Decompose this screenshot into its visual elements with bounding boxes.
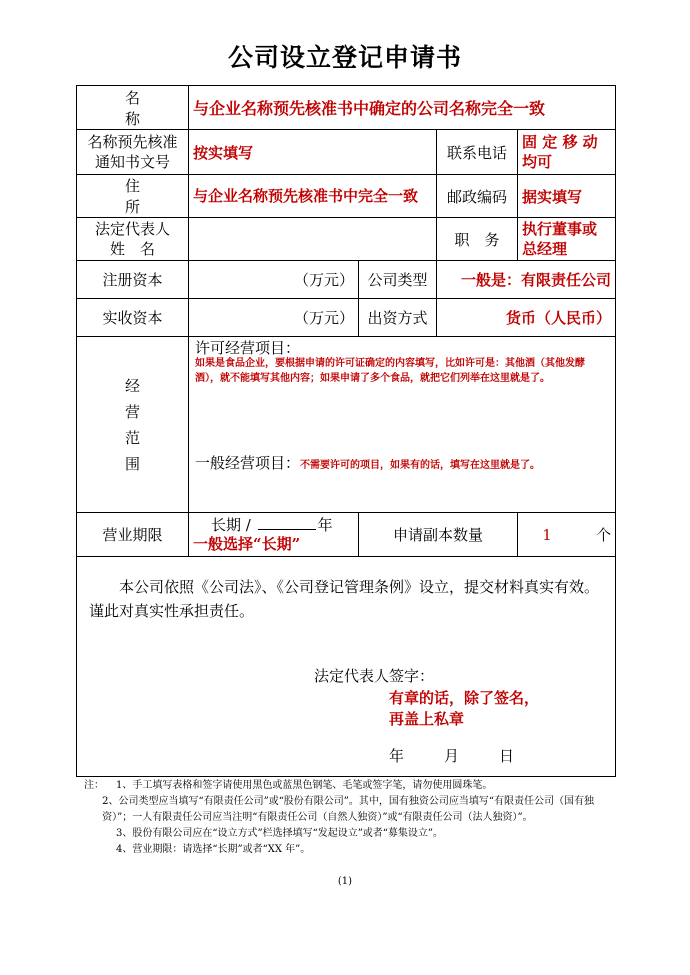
- scope-label: [77, 337, 189, 513]
- method-label: 出资方式: [359, 299, 437, 337]
- page-number: (1): [337, 876, 353, 887]
- row-term: [77, 513, 616, 557]
- term-hint: 一般选择“长期”: [193, 534, 301, 553]
- address-label: 住 所: [77, 175, 189, 218]
- capital-label: 注册资本: [77, 261, 189, 299]
- postal-label: 邮政编码: [437, 175, 518, 218]
- general-label: 一般经营项目：: [195, 454, 301, 472]
- name-label: 名 称: [77, 86, 189, 130]
- row-name: [77, 86, 616, 130]
- term-year-blank[interactable]: [258, 529, 316, 530]
- notice-value[interactable]: 按实填写: [189, 130, 437, 175]
- row-notice: [77, 130, 616, 175]
- type-value[interactable]: 一般是：有限责任公司: [437, 261, 616, 299]
- row-scope: [77, 337, 616, 513]
- rep-label: [77, 218, 189, 261]
- term-label: 营业期限: [77, 513, 189, 557]
- date-year: 年: [389, 747, 405, 765]
- paid-unit[interactable]: （万元）: [189, 299, 359, 337]
- declaration-cell: [77, 557, 616, 777]
- note-3-text: 3、股份有限公司应在“设立方式”栏选择填写“发起设立”或者“募集设立”。: [116, 828, 444, 839]
- date-line[interactable]: [389, 745, 514, 766]
- row-address: [77, 175, 616, 218]
- note-3: [84, 826, 624, 842]
- scope-char-4: 围: [124, 454, 140, 473]
- term-year-suffix: 年: [317, 515, 333, 534]
- general-line: [195, 456, 609, 473]
- paid-label: 实收资本: [77, 299, 189, 337]
- note-2: [84, 794, 624, 826]
- method-value[interactable]: 货币（人民币）: [437, 299, 616, 337]
- page-title: 公司设立登记申请书: [227, 43, 462, 72]
- licensed-note: 如果是食品企业，要根据申请的许可证确定的内容填写，比如许可是：其他酒（其他发酵酒），就不能填写其他内容；如果申请了多个食品，就把它们列举在这里就是了。: [195, 358, 585, 384]
- term-long: 长期 /: [211, 515, 251, 534]
- application-form: [76, 85, 616, 777]
- capital-unit[interactable]: （万元）: [189, 261, 359, 299]
- term-value[interactable]: [189, 513, 359, 557]
- scope-value[interactable]: [189, 337, 616, 513]
- row-declaration: [77, 557, 616, 777]
- row-rep: [77, 218, 616, 261]
- notice-label-line1: 名称预先核准: [87, 133, 178, 151]
- note-2-text: 2、公司类型应当填写“有限责任公司”或“股份有限公司”。其中，国有独资公司应当填写“有限责任公司（国有独资）”；一人有限责任公司应当注明“有限责任公司（自然人独资）”或“有限责任公司（法人独资）”。: [102, 796, 595, 823]
- note-1-text: 1、手工填写表格和签字请使用黑色或蓝黑色钢笔、毛笔或签字笔，请勿使用圆珠笔。: [116, 780, 493, 791]
- position-value[interactable]: 执行董事或总经理: [518, 218, 616, 261]
- date-month: 月: [444, 747, 460, 765]
- term-line: [193, 516, 354, 534]
- position-label: 职 务: [437, 218, 518, 261]
- phone-value[interactable]: 固 定 移 动 均可: [518, 130, 616, 175]
- note-4: [84, 842, 624, 858]
- footnotes: [84, 778, 624, 858]
- phone-label: 联系电话: [437, 130, 518, 175]
- notes-prefix: 注：: [84, 780, 104, 791]
- postal-value[interactable]: 据实填写: [518, 175, 616, 218]
- notice-label: [77, 130, 189, 175]
- date-day: 日: [499, 747, 515, 765]
- declaration-text: 本公司依照《公司法》、《公司登记管理条例》设立，提交材料真实有效。谨此对真实性承担责任。: [89, 578, 600, 620]
- copies-value: 1: [542, 526, 552, 544]
- rep-label-line2: 姓 名: [109, 240, 155, 258]
- note-4-text: 4、营业期限：请选择“长期”或者“XX 年”。: [116, 844, 311, 855]
- sign-note: [389, 688, 539, 730]
- scope-char-2: 营: [124, 402, 140, 421]
- row-capital: [77, 261, 616, 299]
- rep-name-value[interactable]: [189, 218, 437, 261]
- type-label: 公司类型: [359, 261, 437, 299]
- scope-char-3: 范: [124, 428, 140, 447]
- sign-note-line2: 再盖上私章: [389, 710, 465, 728]
- address-value[interactable]: 与企业名称预先核准书中完全一致: [189, 175, 437, 218]
- copies-cell[interactable]: [518, 513, 616, 557]
- scope-char-1: 经: [124, 376, 140, 395]
- notice-label-line2: 通知书文号: [94, 153, 170, 171]
- copies-label: 申请副本数量: [359, 513, 518, 557]
- general-note: 不需要许可的项目，如果有的话，填写在这里就是了。: [300, 460, 541, 471]
- rep-label-line1: 法定代表人: [94, 220, 170, 238]
- copies-unit: 个: [596, 526, 612, 544]
- sign-label: 法定代表人签字：: [314, 667, 435, 685]
- note-1: [84, 778, 624, 794]
- name-value[interactable]: 与企业名称预先核准书中确定的公司名称完全一致: [189, 86, 616, 130]
- row-paid: [77, 299, 616, 337]
- sign-note-line1: 有章的话，除了签名，: [389, 689, 540, 707]
- licensed-label: 许可经营项目：: [195, 339, 301, 357]
